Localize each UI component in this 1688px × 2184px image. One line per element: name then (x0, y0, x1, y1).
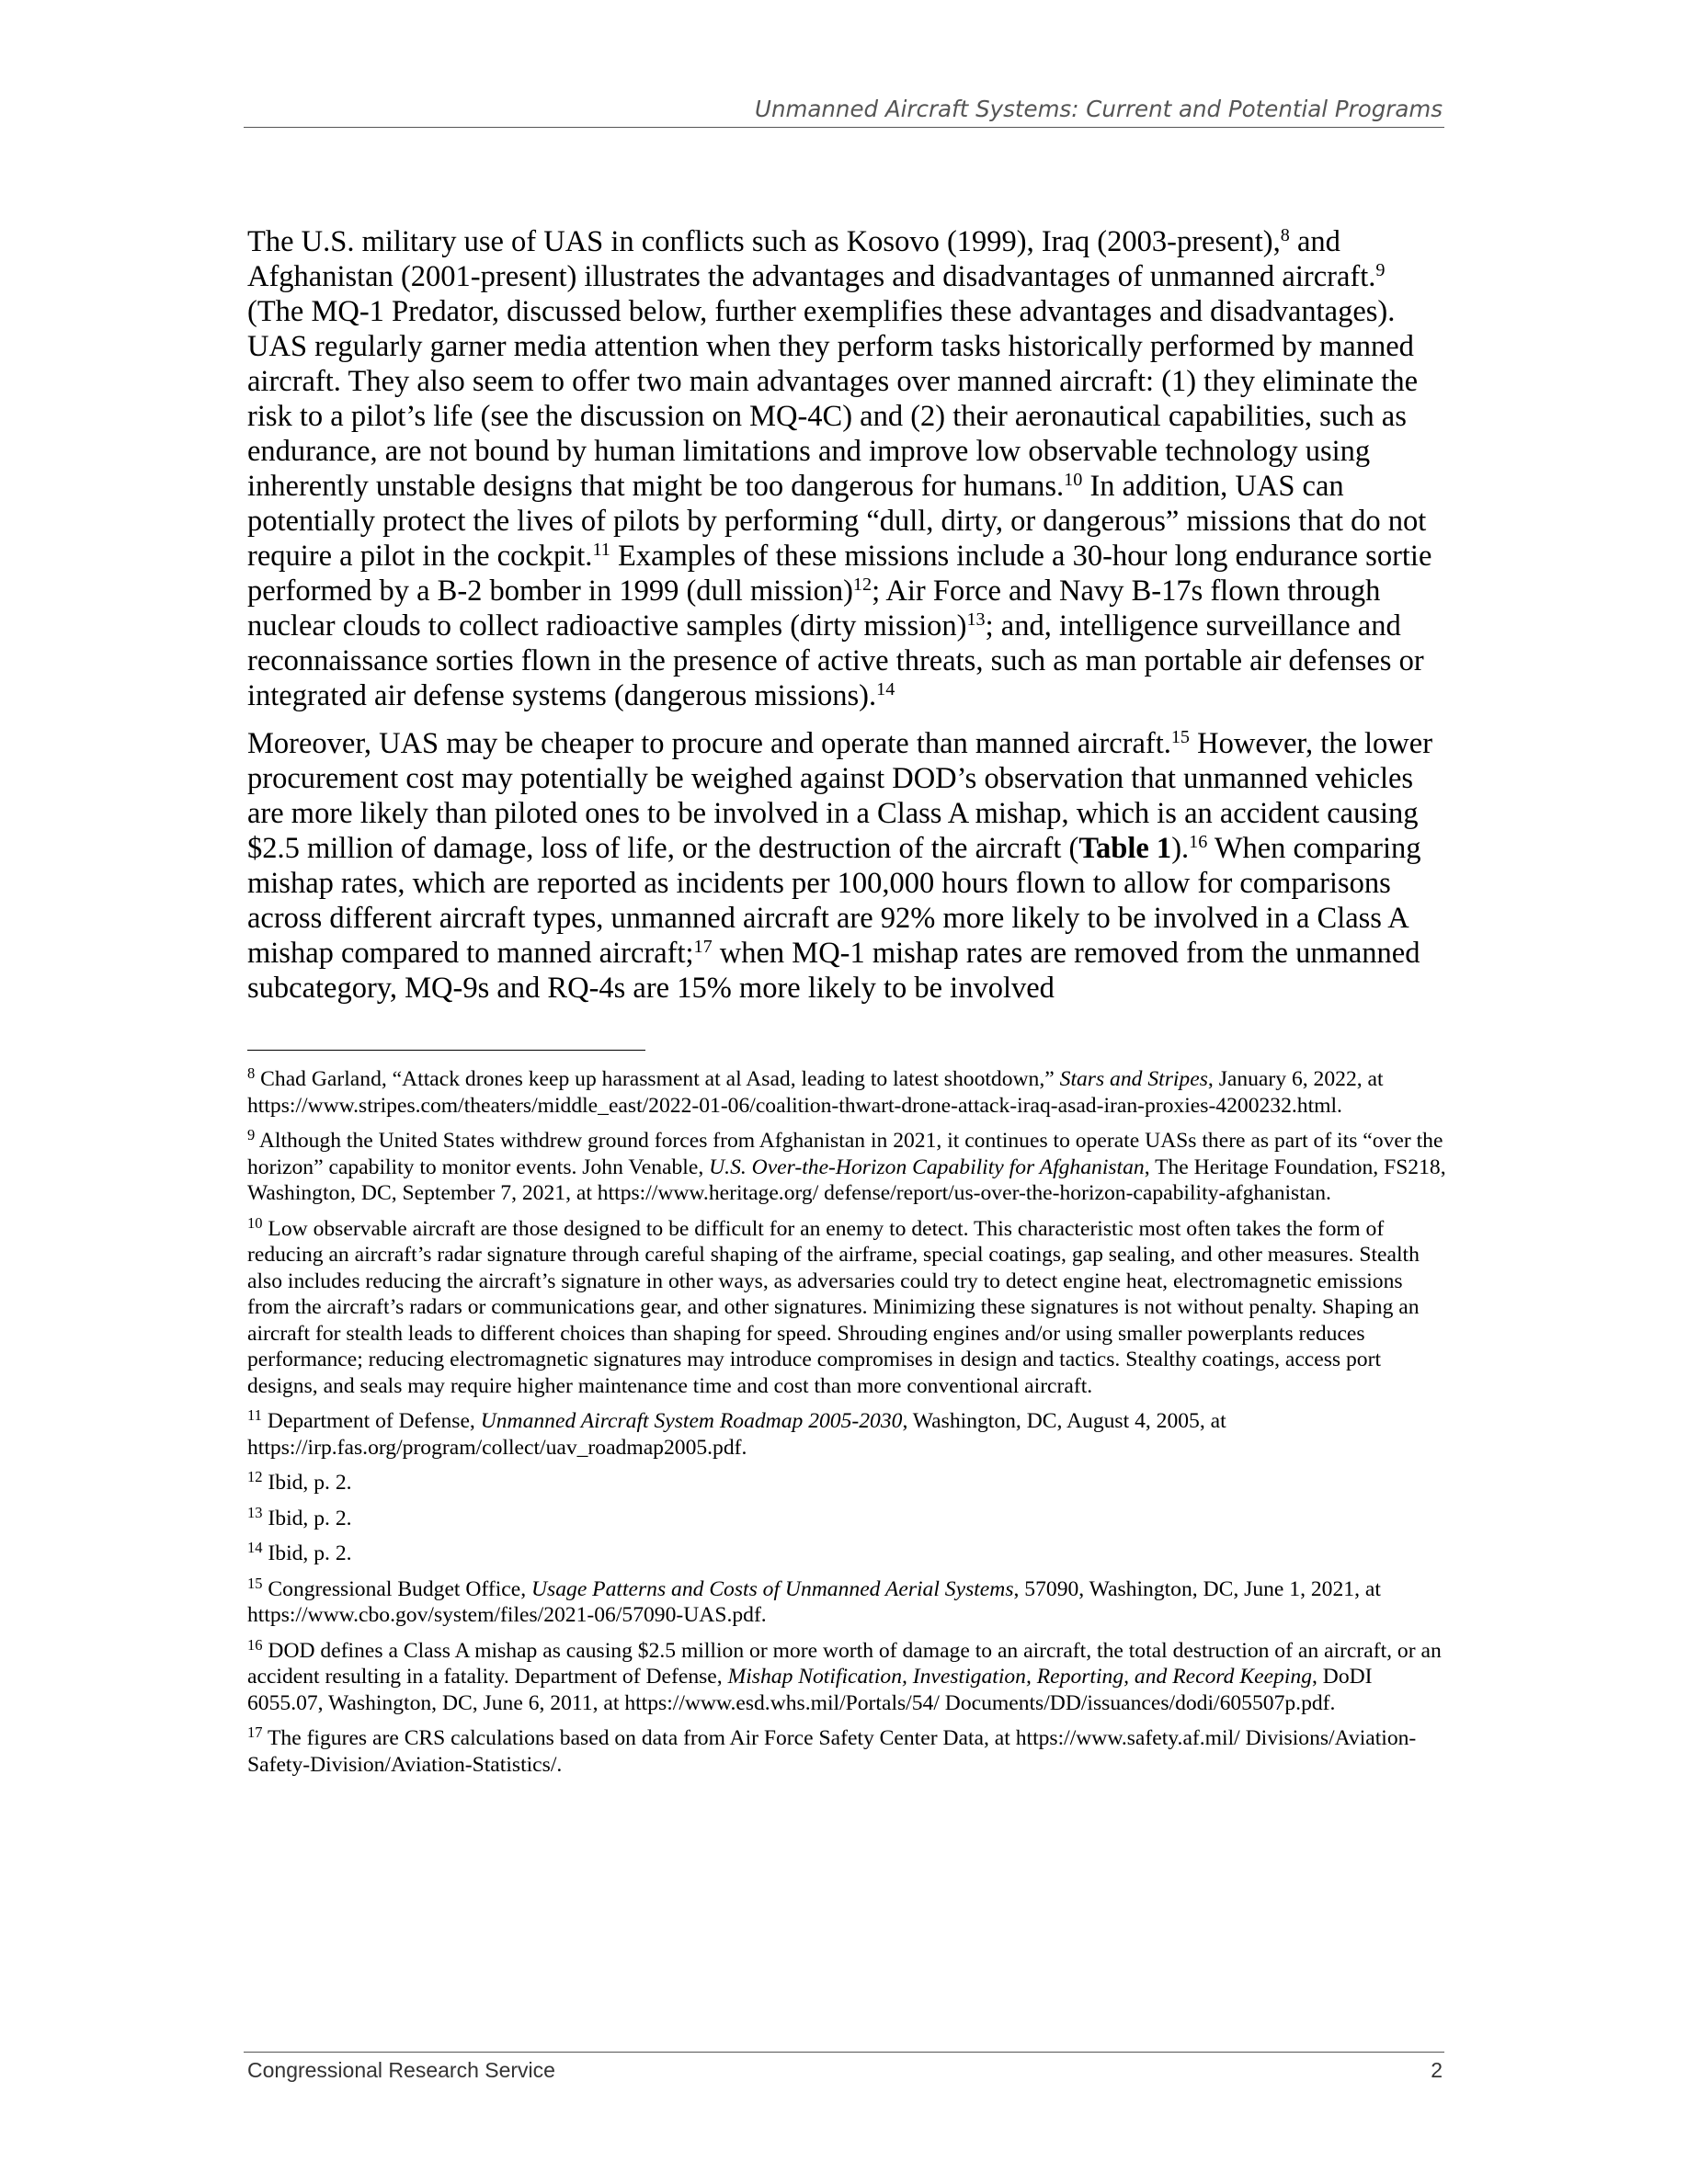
body-text (247, 224, 1448, 1018)
footnote-ref-10[interactable]: 10 (1064, 469, 1083, 490)
text-run: , The Heritage Foundation, FS218, Washington, DC, September 7, 2021, at https://www.heritage.org/ defense/report/us-over-the-horizon-capability-afghanistan. (247, 1155, 1446, 1205)
footnote-separator (247, 1050, 645, 1051)
text-run: However, the lower procurement cost may potentially be weighed against DOD’s observation that unmanned vehicles are more likely than piloted ones to be involved in a Class A mishap, which is an accident causing $2.5 million of damage, loss of life, or the destruction of the aircraft ( (247, 727, 1433, 865)
footnote-ref-9[interactable]: 9 (1375, 259, 1386, 280)
footnote-17 (247, 1725, 1448, 1778)
text-run: ; and, intelligence surveillance and reconnaissance sorties flown in the presence of active threats, such as man portable air defenses or integrated air defense systems (dangerous missions). (247, 609, 1424, 712)
text-run: DOD defines a Class A mishap as causing $2.5 million or more worth of damage to an aircraft, the total destruction of an aircraft, or an accident resulting in a fatality. Department of Defense, (247, 1638, 1442, 1689)
footnote-ref-16[interactable]: 16 (1189, 831, 1208, 852)
footnote-ref-11[interactable]: 11 (592, 539, 610, 560)
footnote-number: 9 (247, 1125, 256, 1143)
text-run: and Afghanistan (2001-present) illustrates the advantages and disadvantages of unmanned aircraft. (247, 225, 1376, 293)
footnote-number: 17 (247, 1723, 263, 1741)
footnote-ref-8[interactable]: 8 (1280, 224, 1290, 245)
text-run: Ibid, p. 2. (268, 1506, 352, 1530)
text-run: Ibid, p. 2. (268, 1541, 352, 1565)
footnote-9 (247, 1125, 1448, 1207)
text-run: ). (1171, 832, 1190, 865)
text-run: Moreover, UAS may be cheaper to procure and operate than manned aircraft. (247, 727, 1171, 760)
footnote-number: 16 (247, 1635, 263, 1654)
citation-title: Usage Patterns and Costs of Unmanned Aerial Systems (531, 1576, 1014, 1601)
citation-title: U.S. Over-the-Horizon Capability for Afghanistan (709, 1155, 1145, 1179)
footnotes (247, 1066, 1448, 1787)
footnote-number: 8 (247, 1064, 256, 1082)
text-run: Department of Defense, (267, 1409, 481, 1433)
running-title: Unmanned Aircraft Systems: Current and Potential Programs (755, 96, 1443, 122)
text-run: Congressional Budget Office, (268, 1576, 531, 1601)
text-run: In addition, UAS can potentially protect the lives of pilots by performing “dull, dirty, or dangerous” missions that do not require a pilot in the cockpit. (247, 470, 1427, 573)
text-run: , January 6, 2022, at https://www.stripes.com/theaters/middle_east/2022-01-06/coalition-thwart-drone-attack-iraq-asad-iran-proxies-4200232.html. (247, 1067, 1384, 1118)
running-header (244, 94, 1444, 128)
footnote-number: 15 (247, 1574, 263, 1592)
footnote-number: 11 (247, 1405, 262, 1424)
page-number: 2 (1431, 2058, 1443, 2082)
text-run: , DoDI 6055.07, Washington, DC, June 6, 2011, at https://www.esd.whs.mil/Portals/54/ Documents/DD/issuances/dodi/605507p.pdf. (247, 1665, 1373, 1715)
footnote-number: 14 (247, 1538, 263, 1556)
footnote-ref-12[interactable]: 12 (852, 574, 873, 595)
text-run: when MQ-1 mishap rates are removed from the unmanned subcategory, MQ-9s and RQ-4s are 15% more likely to be involved (247, 937, 1420, 1005)
citation-title: Unmanned Aircraft System Roadmap 2005-2030 (480, 1409, 903, 1433)
footnote-15 (247, 1576, 1448, 1629)
footnote-13 (247, 1503, 1448, 1532)
paragraph-cost-mishap (247, 726, 1448, 1006)
text-run: When comparing mishap rates, which are reported as incidents per 100,000 hours flown to allow for comparisons across different aircraft types, unmanned aircraft are 92% more likely to be involved in a Class A mishap compared to manned aircraft; (247, 832, 1421, 970)
table-1-link[interactable]: Table 1 (1078, 832, 1172, 865)
page-footer (244, 2052, 1444, 2089)
footnote-number: 13 (247, 1503, 263, 1521)
footnote-12 (247, 1467, 1448, 1496)
text-run: Low observable aircraft are those designed to be difficult for an enemy to detect. This characteristic most often takes the form of reducing an aircraft’s radar signature through careful shaping of the airframe, special coatings, gap sealing, and other measures. Stealth also includes reducing the aircraft’s signature in other ways, as adversaries could try to detect engine heat, electromagnetic emissions from the aircraft’s radars or communications gear, and other signatures. Minimizing these signatures is not without penalty. Shaping an aircraft for stealth leads to different choices than shaping for speed. Shrouding engines and/or using smaller powerplants reduces performance; reducing electromagnetic signatures may introduce compromises in design and tactics. Stealthy coatings, access port designs, and seals may require higher maintenance time and cost than more conventional aircraft. (247, 1216, 1420, 1398)
text-run: The U.S. military use of UAS in conflicts such as Kosovo (1999), Iraq (2003-present), (247, 225, 1281, 258)
footnote-8 (247, 1066, 1448, 1119)
text-run: (The MQ-1 Predator, discussed below, further exemplifies these advantages and disadvantages). UAS regularly garner media attention when they perform tasks historically performed by manned aircraft. They also seem to offer two main advantages over manned aircraft: (1) they eliminate the risk to a pilot’s life (see the discussion on MQ-4C) and (2) their aeronautical capabilities, such as endurance, are not bound by human limitations and improve low observable technology using inherently unstable designs that might be too dangerous for humans. (247, 295, 1419, 503)
footnote-number: 10 (247, 1213, 263, 1232)
text-run: Examples of these missions include a 30-hour long endurance sortie performed by a B-2 bomber in 1999 (dull mission) (247, 540, 1432, 608)
publisher-name: Congressional Research Service (247, 2058, 555, 2082)
text-run: The figures are CRS calculations based on data from Air Force Safety Center Data, at https://www.safety.af.mil/ Divisions/Aviation-Safety-Division/Aviation-Statistics/. (247, 1726, 1417, 1777)
footnote-ref-14[interactable]: 14 (876, 678, 895, 700)
text-run: , 57090, Washington, DC, June 1, 2021, at https://www.cbo.gov/system/files/2021-06/57090-UAS.pdf. (247, 1576, 1381, 1627)
footnote-ref-17[interactable]: 17 (693, 936, 713, 957)
text-run: ; Air Force and Navy B-17s flown through nuclear clouds to collect radioactive samples (dirty mission) (247, 574, 1381, 643)
footnote-14 (247, 1538, 1448, 1567)
citation-title: Mishap Notification, Investigation, Reporting, and Record Keeping (727, 1665, 1312, 1689)
footnote-11 (247, 1405, 1448, 1461)
text-run: , Washington, DC, August 4, 2005, at https://irp.fas.org/program/collect/uav_roadmap2005.pdf. (247, 1409, 1226, 1460)
footnote-16 (247, 1635, 1448, 1717)
footnote-number: 12 (247, 1467, 263, 1485)
paragraph-uas-use (247, 224, 1448, 713)
text-run: Although the United States withdrew ground forces from Afghanistan in 2021, it continues to operate UASs there as part of its “over the horizon” capability to monitor events. John Venable, (247, 1129, 1443, 1179)
text-run: Ibid, p. 2. (268, 1471, 352, 1495)
citation-title: Stars and Stripes (1059, 1067, 1208, 1091)
footnote-ref-15[interactable]: 15 (1170, 726, 1190, 747)
footnote-10 (247, 1213, 1448, 1400)
footnote-ref-13[interactable]: 13 (966, 609, 986, 630)
text-run: Chad Garland, “Attack drones keep up harassment at al Asad, leading to latest shootdown,” (260, 1067, 1060, 1091)
